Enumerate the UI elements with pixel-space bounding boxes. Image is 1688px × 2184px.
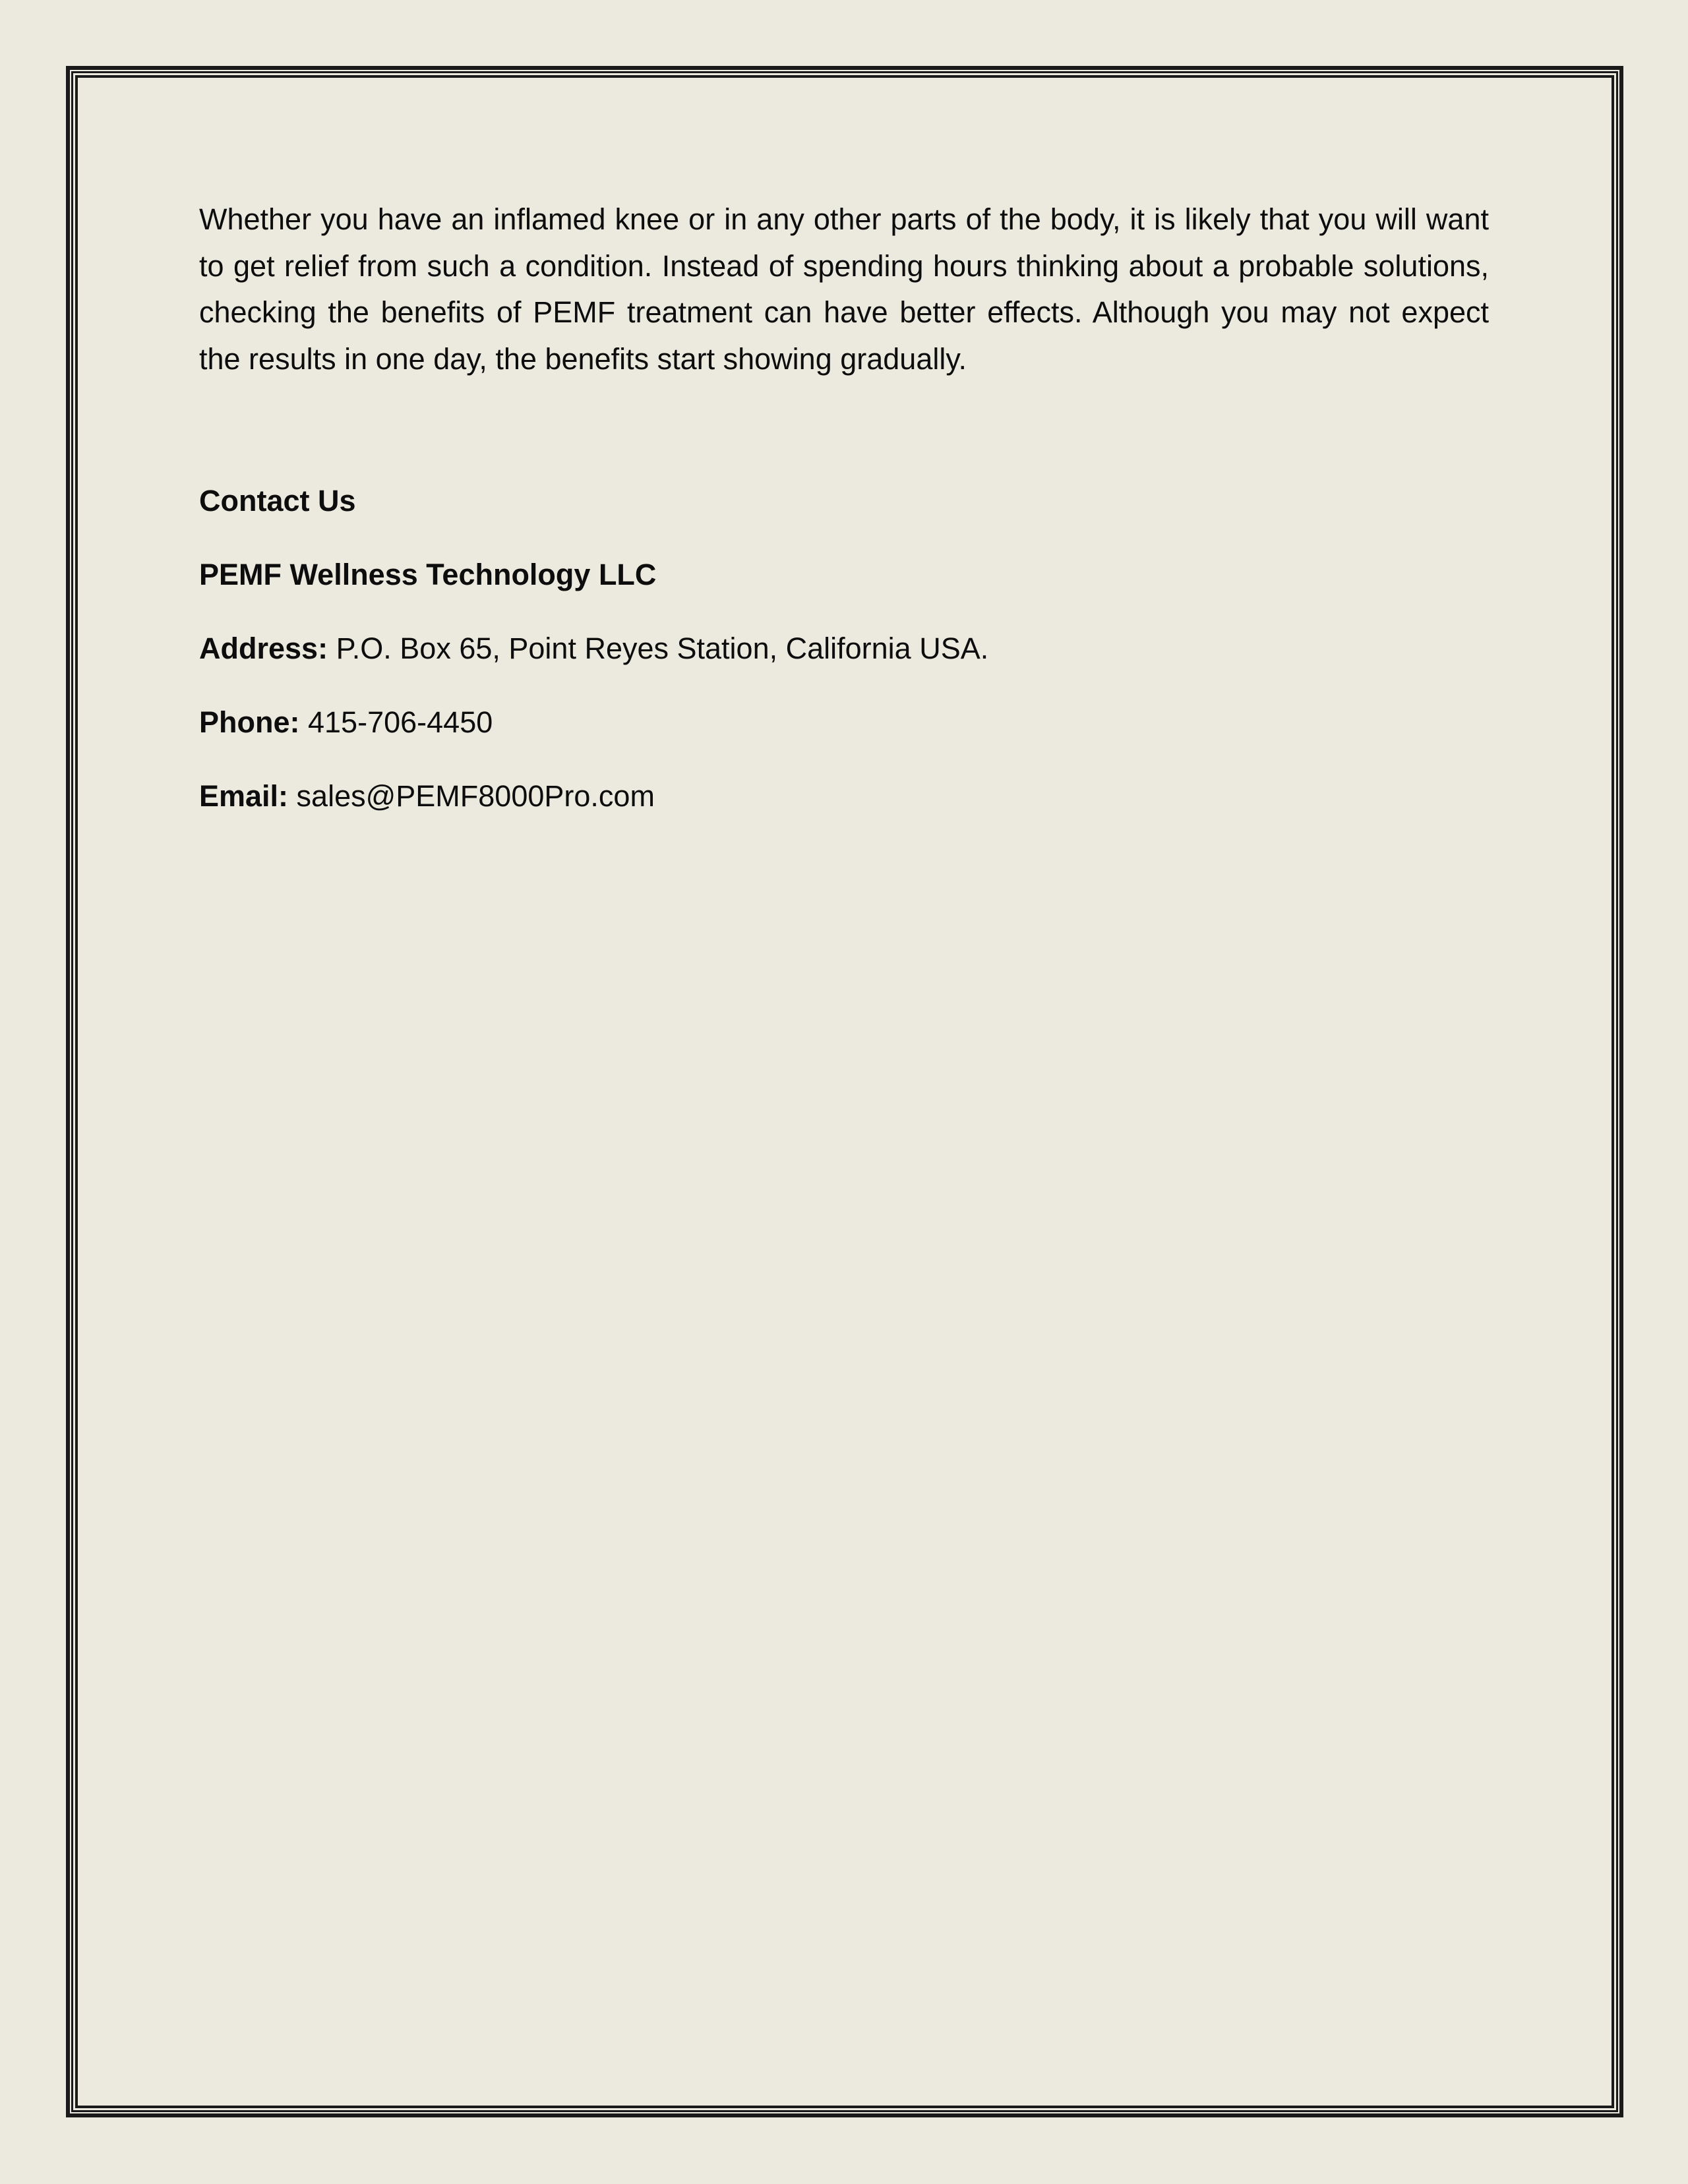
phone-label: Phone: [199,705,300,739]
contact-section [199,483,1489,815]
address-line [199,630,1489,667]
address-label: Address: [199,632,328,665]
address-value: P.O. Box 65, Point Reyes Station, California USA. [328,632,989,665]
email-line [199,778,1489,815]
email-label: Email: [199,779,289,813]
contact-heading: Contact Us [199,484,356,517]
phone-value: 415-706-4450 [299,705,493,739]
phone-line [199,704,1489,741]
page-content [199,196,1489,852]
email-value: sales@PEMF8000Pro.com [288,779,655,813]
body-paragraph: Whether you have an inflamed knee or in any other parts of the body, it is likely that you will want to get relief from such a condition. Instead of spending hours thinking about a probable solutions, checking the benefits of PEMF treatment can have better effects. Although you may not expect the results in one day, the benefits start showing gradually. [199,202,1489,376]
company-name: PEMF Wellness Technology LLC [199,558,657,591]
